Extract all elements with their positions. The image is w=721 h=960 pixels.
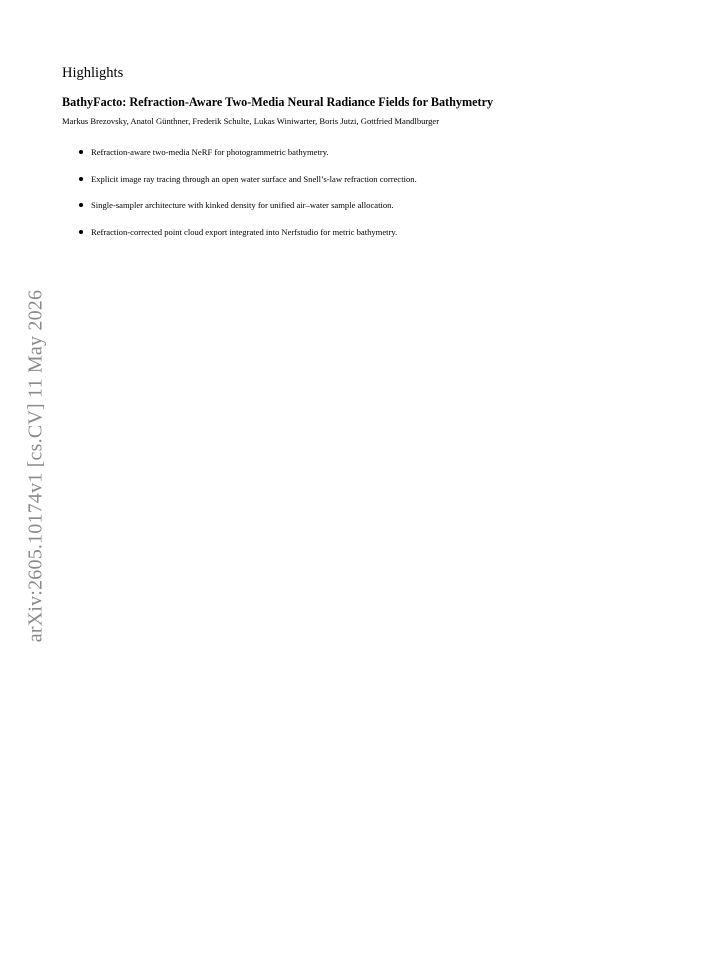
- highlight-text: Explicit image ray tracing through an open water surface and Snell’s-law refraction correction.: [91, 173, 417, 184]
- section-heading: Highlights: [62, 65, 124, 81]
- paper-title: BathyFacto: Refraction-Aware Two-Media Neural Radiance Fields for Bathymetry: [62, 95, 494, 109]
- highlight-item: [79, 226, 662, 238]
- highlight-item: [79, 173, 662, 185]
- highlight-text: Single-sampler architecture with kinked density for unified air–water sample allocation.: [91, 200, 394, 210]
- bullet-icon: [79, 230, 83, 234]
- bullet-icon: [79, 150, 83, 154]
- author-list: Markus Brezovsky, Anatol Günthner, Frederik Schulte, Lukas Winiwarter, Boris Jutzi, Gottfried Mandlburger: [62, 116, 440, 126]
- highlight-text: Refraction-corrected point cloud export integrated into Nerfstudio for metric bathymetry.: [91, 226, 398, 237]
- highlight-item: [79, 146, 662, 158]
- bullet-icon: [79, 177, 83, 181]
- arxiv-side-stamp: arXiv:2605.10174v1 [cs.CV] 11 May 2026: [24, 289, 47, 643]
- highlights-list: [62, 146, 662, 238]
- highlight-item: [79, 199, 662, 211]
- highlight-text: Refraction-aware two-media NeRF for photogrammetric bathymetry.: [91, 147, 329, 157]
- bullet-icon: [79, 203, 83, 207]
- highlights-page: [62, 63, 662, 252]
